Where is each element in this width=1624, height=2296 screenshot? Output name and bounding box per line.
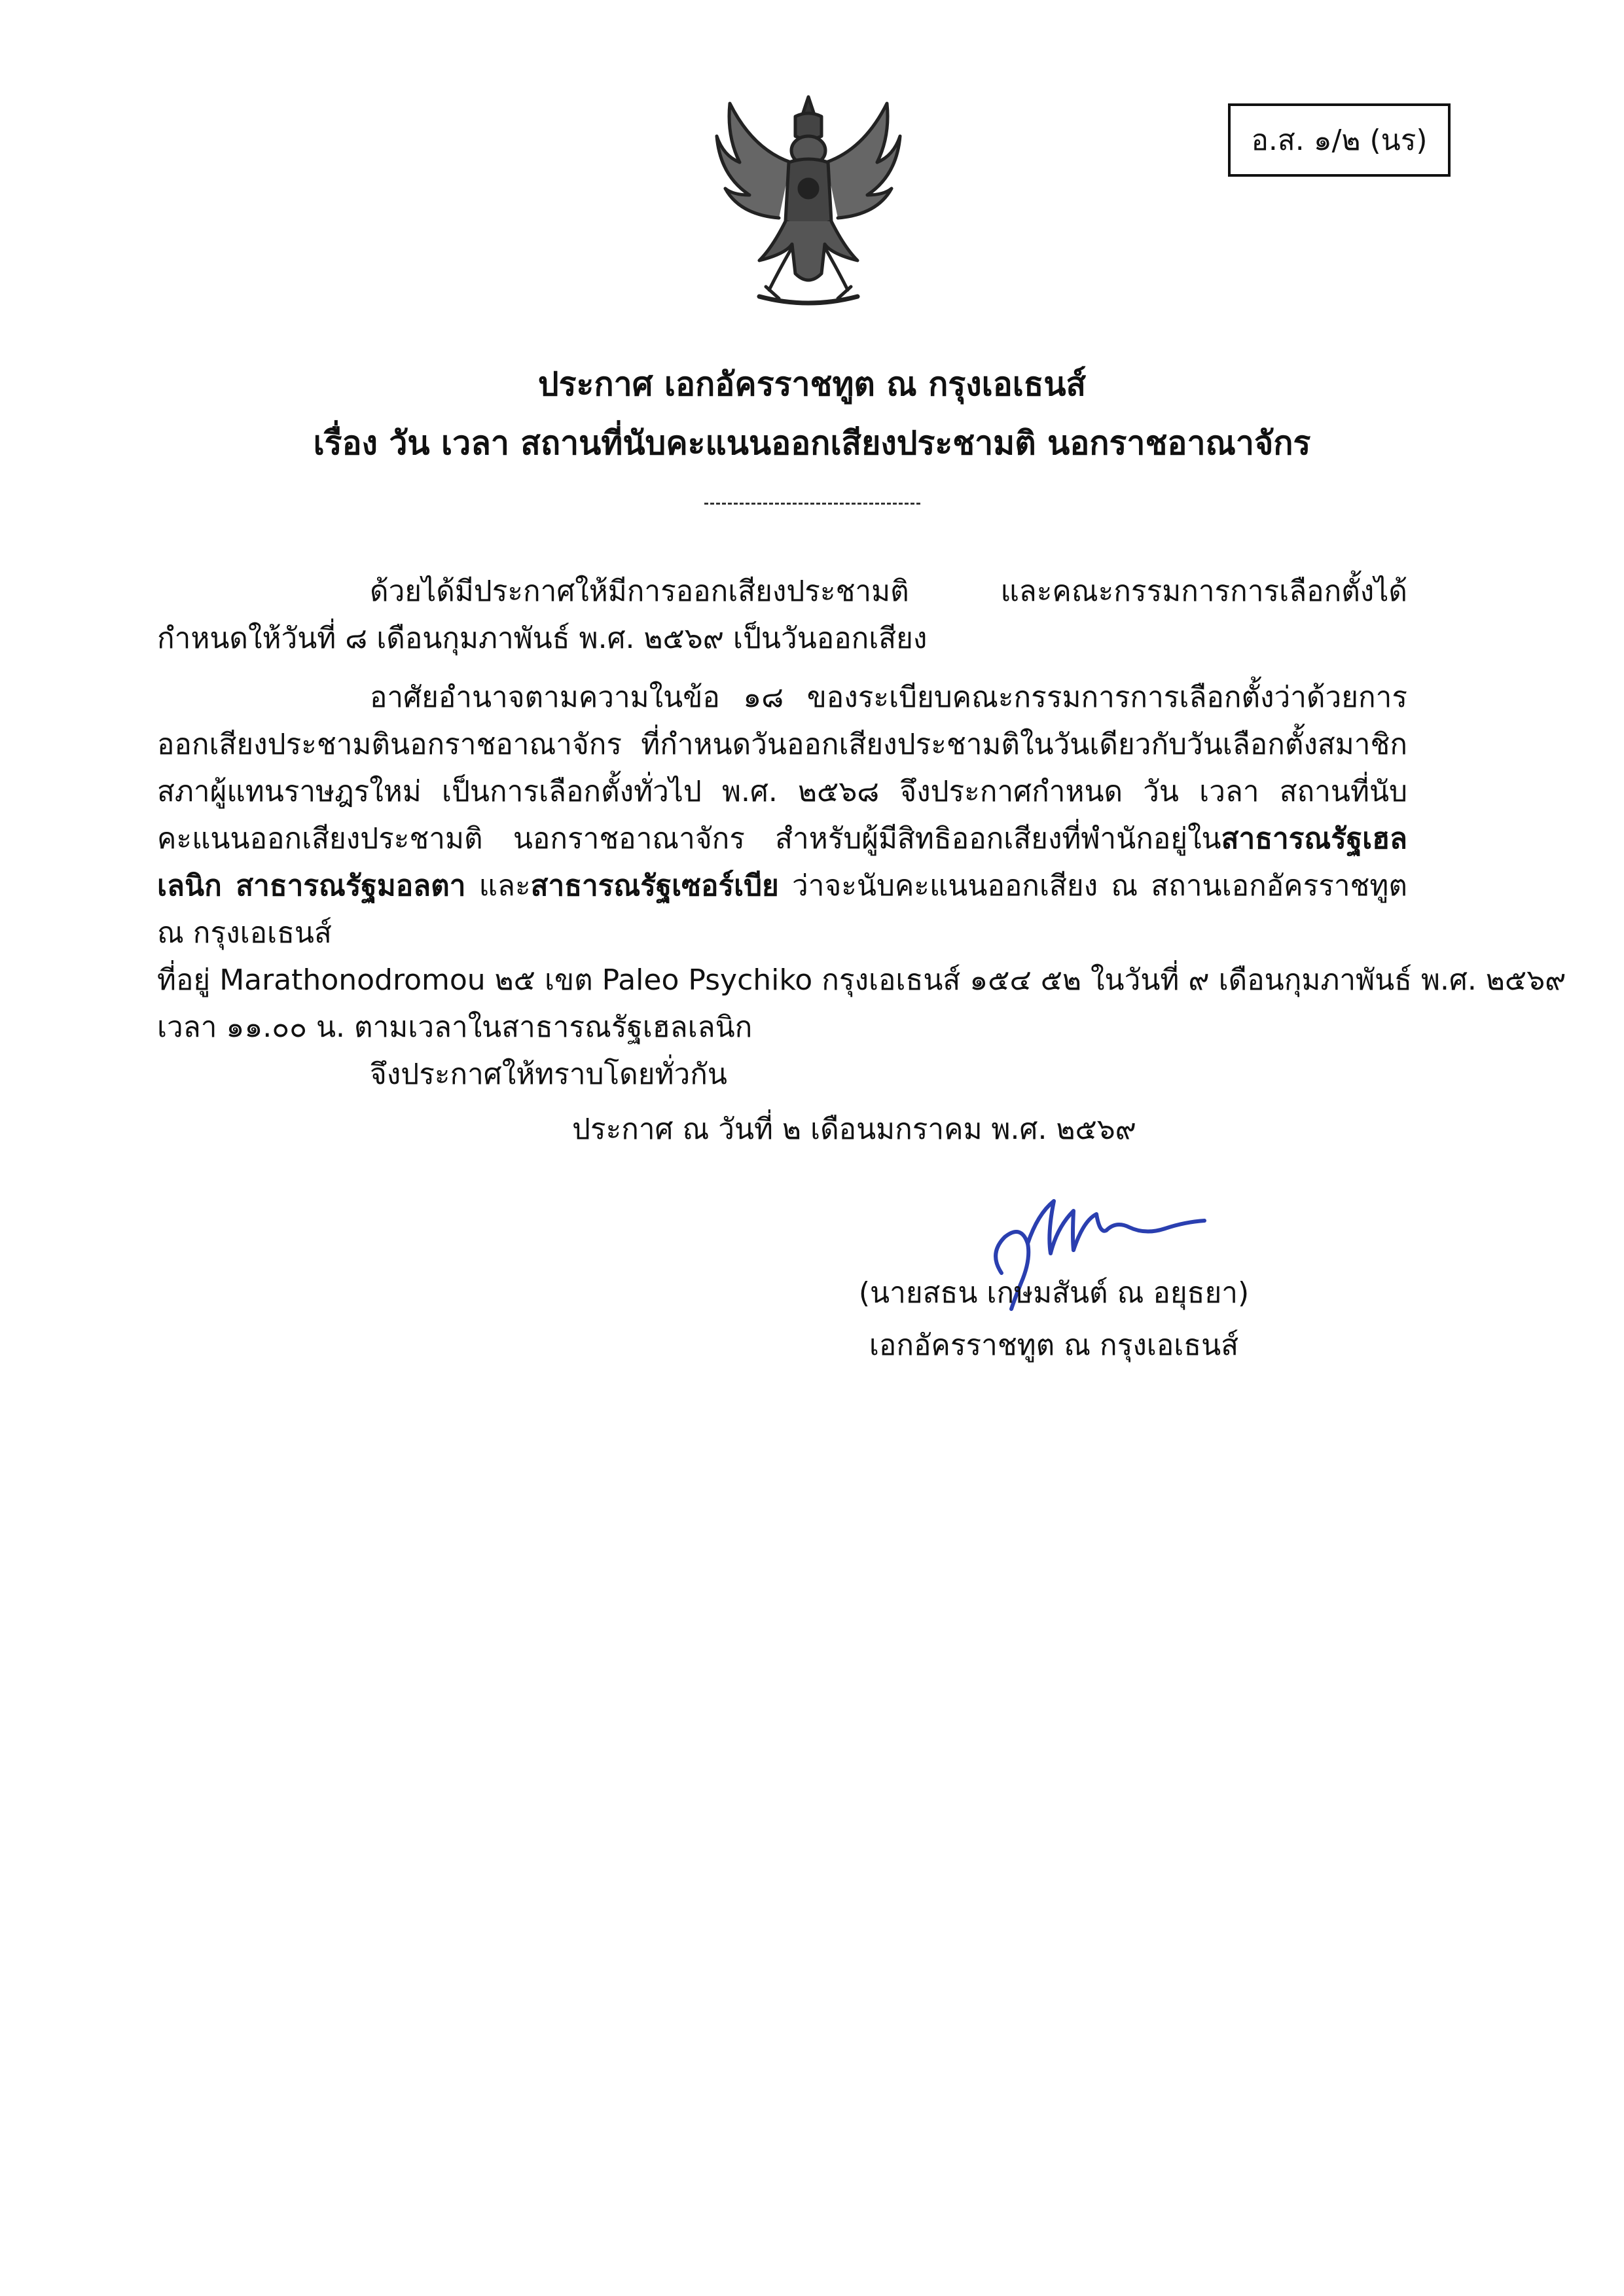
paragraph-3: จึงประกาศให้ทราบโดยทั่วกัน	[370, 1058, 727, 1091]
title-divider	[704, 503, 920, 505]
announcement-title: ประกาศ เอกอัครราชทูต ณ กรุงเอเธนส์	[537, 365, 1087, 403]
form-code-box	[1228, 103, 1451, 177]
form-code: อ.ส. ๑/๒ (นร)	[1251, 124, 1428, 157]
announcement-subject: เรื่อง วัน เวลา สถานที่นับคะแนนออกเสียงประชามติ นอกราชอาณาจักร	[313, 424, 1311, 462]
paragraph-2-venue: ว่าจะนับคะแนนออกเสียง ณ สถานเอกอัครราชทูต ณ กรุงเอเธนส์	[157, 869, 1408, 950]
counting-time-line: เวลา ๑๑.๐๐ น. ตามเวลาในสาธารณรัฐเฮลเลนิก	[157, 1011, 753, 1044]
announcement-date: ประกาศ ณ วันที่ ๒ เดือนมกราคม พ.ศ. ๒๕๖๙	[572, 1113, 1136, 1146]
paragraph-1: ด้วยได้มีประกาศให้มีการออกเสียงประชามติ และคณะกรรมการการเลือกตั้งได้กำหนดให้วันที่ ๘ เดือนกุมภาพันธ์ พ.ศ. ๒๕๖๙ เป็นวันออกเสียง	[157, 575, 1407, 655]
signatory-name: (นายสธน เกษมสันต์ ณ อยุธยา)	[858, 1276, 1250, 1310]
venue-address-line: ที่อยู่ Marathonodromou ๒๕ เขต Paleo Psychiko กรุงเอเธนส์ ๑๕๔ ๕๒ ในวันที่ ๙ เดือนกุมภาพันธ์ พ.ศ. ๒๕๖๙	[157, 963, 1566, 997]
country-name-serbia: สาธารณรัฐเซอร์เบีย	[530, 869, 779, 903]
country-names-1: สาธารณรัฐเฮลเลนิก สาธารณรัฐมอลตา	[157, 822, 1407, 903]
paragraph-2-and: และ	[478, 869, 531, 903]
paragraph-2-text: อาศัยอำนาจตามความในข้อ ๑๘ ของระเบียบคณะกรรมการการเลือกตั้งว่าด้วยการออกเสียงประชามตินอกราชอาณาจักร ที่กำหนดวันออกเสียงประชามติในวันเดียวกับวันเลือกตั้งสมาชิกสภาผู้แทนราษฎรใหม่ เป็นการเลือกตั้งทั่วไป พ.ศ. ๒๕๖๘ จึงประกาศกำหนด วัน เวลา สถานที่นับคะแนนออกเสียงประชามติ นอกราชอาณาจักร สำหรับผู้มีสิทธิออกเสียงที่พำนักอยู่ใน	[157, 681, 1407, 855]
paragraph-2	[157, 674, 1407, 957]
signatory-position: เอกอัครราชทูต ณ กรุงเอเธนส์	[869, 1329, 1239, 1362]
garuda-emblem-icon	[713, 90, 903, 310]
